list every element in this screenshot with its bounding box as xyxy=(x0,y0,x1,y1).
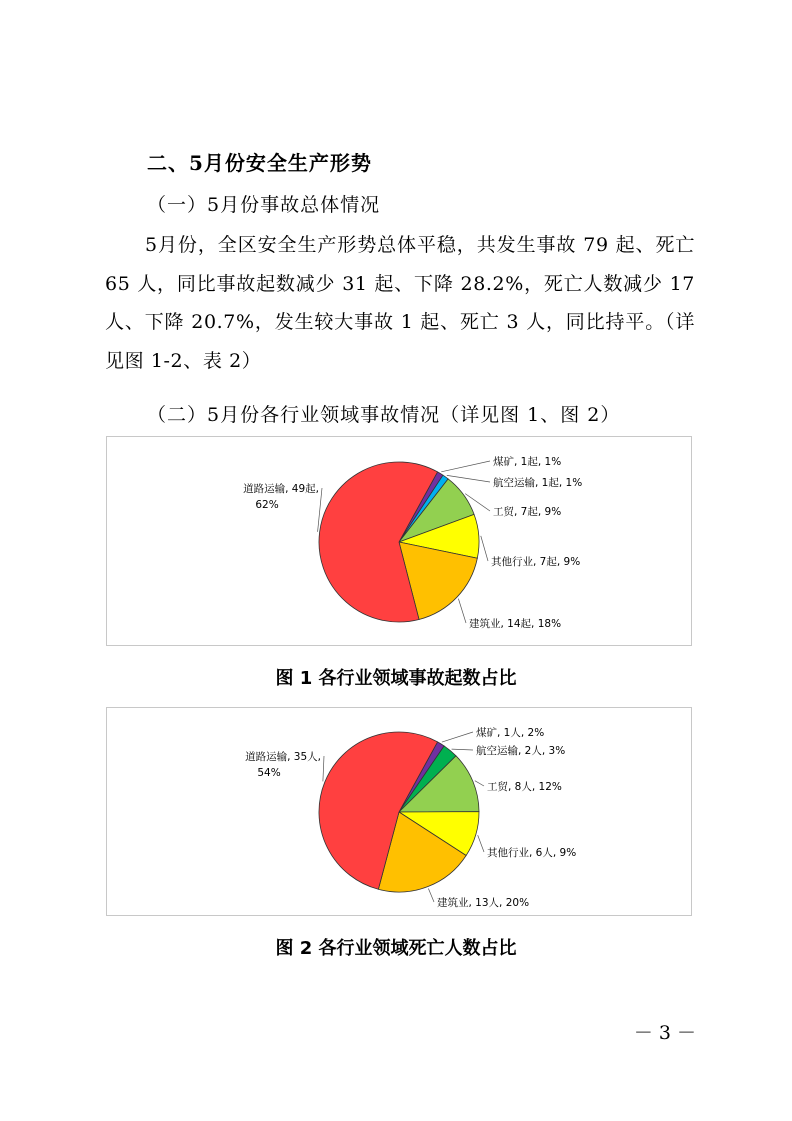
pie-chart-accidents xyxy=(106,436,692,646)
leader-line xyxy=(442,732,473,742)
pie-chart-deaths xyxy=(106,707,692,916)
leader-line xyxy=(452,749,473,750)
slice-label: 建筑业, 14起, 18% xyxy=(469,618,562,630)
leader-line xyxy=(447,475,490,482)
leader-line xyxy=(428,889,434,903)
slice-label: 其他行业, 7起, 9% xyxy=(491,556,581,568)
pie-chart-deaths-svg xyxy=(107,708,691,915)
slice-label-percent: 62% xyxy=(255,499,279,511)
slice-label: 煤矿, 1起, 1% xyxy=(493,456,562,468)
leader-line xyxy=(458,599,466,623)
leader-line xyxy=(478,835,484,852)
slice-label: 航空运输, 2人, 3% xyxy=(476,745,566,757)
slice-label: 其他行业, 6人, 9% xyxy=(487,847,577,859)
slice-label: 工贸, 7起, 9% xyxy=(493,506,562,518)
page-number: － 3 － xyxy=(633,1022,696,1044)
slice-label: 道路运输, 35人, xyxy=(245,751,321,763)
summary-paragraph: 5月份，全区安全生产形势总体平稳，共发生事故 79 起、死亡 65 人，同比事故起数减少 31 起、下降 28.2%，死亡人数减少 17 人、下降 20.7%，发生较大事故 1 起、死亡 3 人，同比持平。（详见图 1-2、表 2） xyxy=(105,234,695,372)
slice-label: 建筑业, 13人, 20% xyxy=(437,897,530,909)
slice-label: 煤矿, 1人, 2% xyxy=(476,727,545,739)
slice-label: 道路运输, 49起, xyxy=(243,483,319,495)
leader-line xyxy=(475,781,484,786)
slice-label-percent: 54% xyxy=(257,767,281,779)
leader-line xyxy=(481,536,488,561)
slice-label: 航空运输, 1起, 1% xyxy=(493,477,583,489)
section2-title: （二）5月份各行业领域事故情况（详见图 1、图 2） xyxy=(147,404,621,426)
pie-chart-accidents-svg xyxy=(107,437,691,645)
slice-label: 工贸, 8人, 12% xyxy=(487,781,562,793)
figure1-caption: 图 1 各行业领域事故起数占比 xyxy=(275,668,517,689)
section1-title: （一）5月份事故总体情况 xyxy=(147,194,381,216)
figure2-caption: 图 2 各行业领域死亡人数占比 xyxy=(275,938,517,959)
leader-line xyxy=(441,461,490,472)
leader-line xyxy=(323,756,324,781)
section-heading: 二、5月份安全生产形势 xyxy=(147,151,372,175)
